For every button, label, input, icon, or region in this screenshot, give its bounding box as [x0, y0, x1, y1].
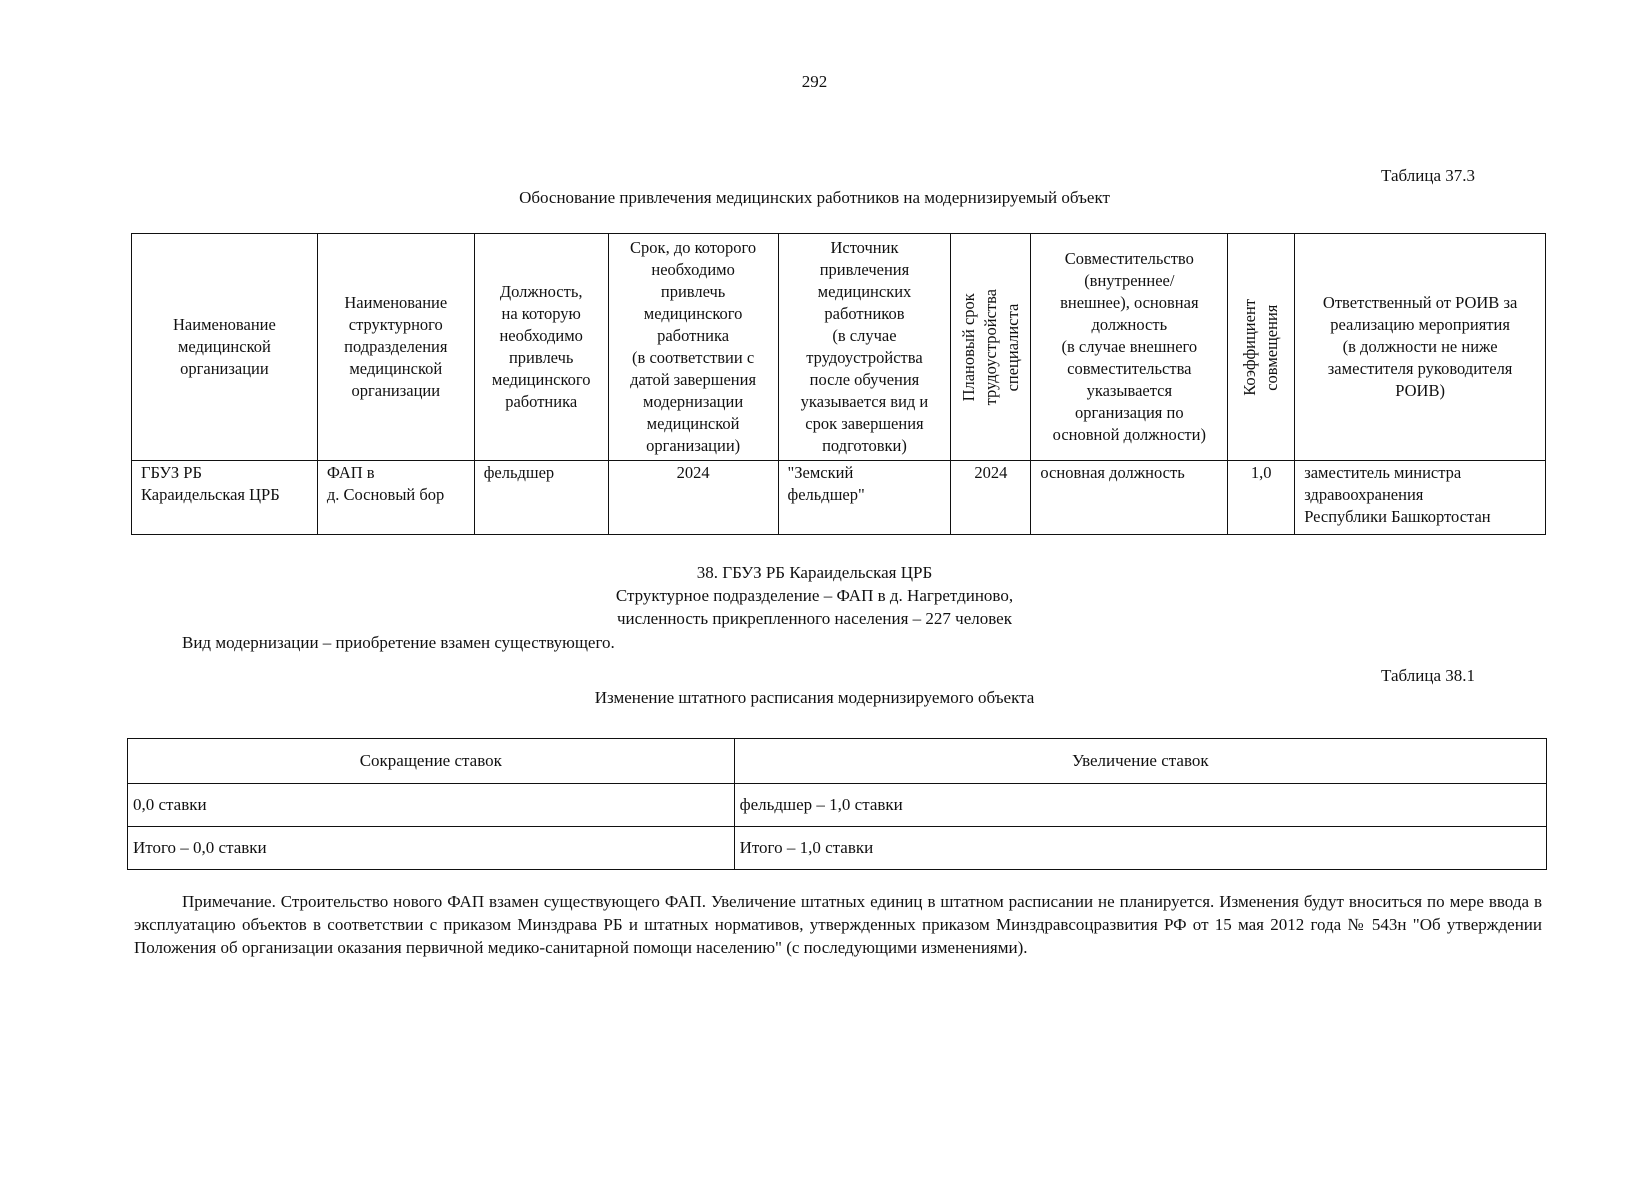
table-row-total: [128, 827, 1547, 870]
header-organization: Наименование медицинской организации: [132, 234, 318, 461]
cell-reduction-total: Итого – 0,0 ставки: [128, 827, 735, 870]
section-heading: 38. ГБУЗ РБ Караидельская ЦРБ: [696, 563, 933, 582]
header-combination: Совместительство (внутреннее/ внешнее), основная должность (в случае внешнего совместительства указывается организация по основной должности): [1031, 234, 1228, 461]
table-header-row: [128, 739, 1547, 784]
cell-reduction: 0,0 ставки: [128, 784, 735, 827]
staff-attraction-table: [131, 233, 1546, 535]
header-planned-date: Плановый срок трудоустройства специалиста: [951, 234, 1031, 461]
header-source: Источник привлечения медицинских работников (в случае трудоустройства после обучения указывается вид и срок завершения подготовки): [778, 234, 951, 461]
cell-planned-date: 2024: [951, 461, 1031, 535]
header-subdivision: Наименование структурного подразделения медицинской организации: [317, 234, 474, 461]
header-deadline: Срок, до которого необходимо привлечь медицинского работника (в соответствии с датой завершения модернизации медицинской организации): [608, 234, 778, 461]
cell-combination: основная должность: [1031, 461, 1228, 535]
table-row: [128, 784, 1547, 827]
cell-source: "Земский фельдшер": [778, 461, 951, 535]
table-38-1-title: Изменение штатного расписания модернизируемого объекта: [594, 688, 1035, 707]
cell-increase-total: Итого – 1,0 ставки: [734, 827, 1546, 870]
table-row: [132, 461, 1546, 535]
table-37-3-title: Обоснование привлечения медицинских работников на модернизируемый объект: [519, 188, 1110, 207]
header-reduction: Сокращение ставок: [128, 739, 735, 784]
note-paragraph: Примечание. Строительство нового ФАП взамен существующего ФАП. Увеличение штатных единиц в штатном расписании не планируется. Изменения будут вноситься по мере ввода в эксплуатацию объектов в соответствии с приказом Минздрава РБ и штатных нормативов, утвержденных приказом Минздравсоцразвития РФ от 15 мая 2012 года № 543н "Об утверждении Положения об организации оказания первичной медико-санитарной помощи населению" (с последующими изменениями).: [134, 892, 1542, 957]
table-header-row: [132, 234, 1546, 461]
table-37-3-label: Таблица 37.3: [1381, 166, 1475, 185]
cell-coefficient: 1,0: [1228, 461, 1295, 535]
section-population: численность прикрепленного населения – 227 человек: [617, 609, 1012, 628]
cell-organization: ГБУЗ РБ Караидельская ЦРБ: [132, 461, 318, 535]
header-position: Должность, на которую необходимо привлечь медицинского работника: [474, 234, 608, 461]
cell-deadline: 2024: [608, 461, 778, 535]
table-38-1-label: Таблица 38.1: [1381, 666, 1475, 685]
header-increase: Увеличение ставок: [734, 739, 1546, 784]
modernization-type: Вид модернизации – приобретение взамен существующего.: [182, 633, 615, 652]
page-number: 292: [801, 72, 828, 91]
header-responsible: Ответственный от РОИВ за реализацию мероприятия (в должности не ниже заместителя руководителя РОИВ): [1295, 234, 1546, 461]
cell-responsible: заместитель министра здравоохранения Республики Башкортостан: [1295, 461, 1546, 535]
cell-position: фельдшер: [474, 461, 608, 535]
header-coefficient: Коэффициент совмещения: [1228, 234, 1295, 461]
staffing-change-table: [127, 738, 1547, 870]
cell-increase: фельдшер – 1,0 ставки: [734, 784, 1546, 827]
section-subdivision: Структурное подразделение – ФАП в д. Нагретдиново,: [615, 586, 1014, 605]
cell-subdivision: ФАП в д. Сосновый бор: [317, 461, 474, 535]
